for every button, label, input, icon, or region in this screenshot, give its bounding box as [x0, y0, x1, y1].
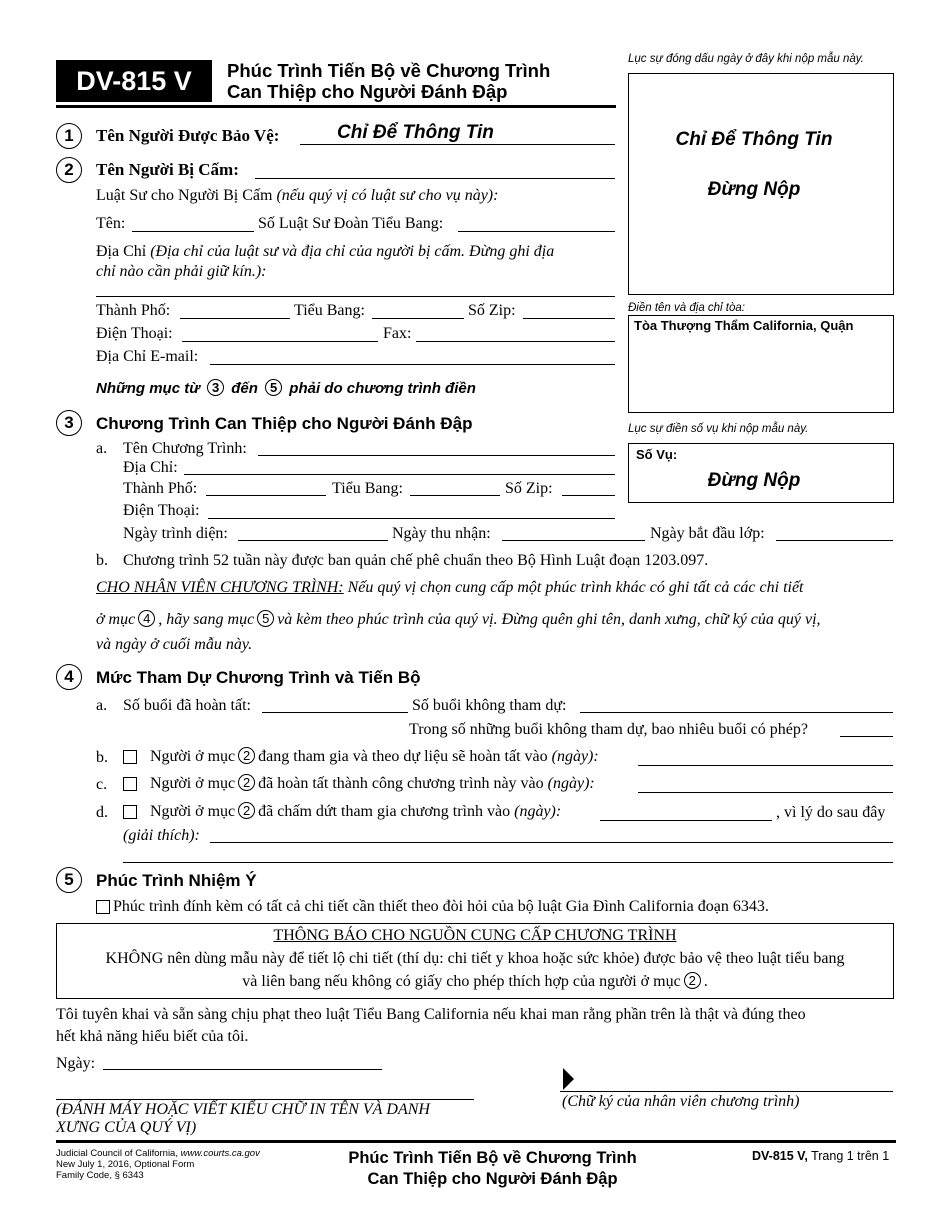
missed-sessions-label: Số buổi không tham dự: [412, 697, 567, 714]
footer-rule [56, 1140, 896, 1143]
form-id-badge [56, 60, 212, 102]
phone-label: Điện Thoại: [96, 325, 173, 342]
item-3-number: 3 [56, 410, 82, 436]
protected-person-value: Chỉ Để Thông Tin [337, 122, 494, 143]
address-note-line2: chỉ nào cần phải giữ kín.): [96, 263, 267, 280]
program-state-label: Tiểu Bang: [332, 480, 403, 497]
declaration-line2: hết khả năng hiểu biết của tôi. [56, 1028, 249, 1045]
explain-label: (giải thích): [123, 827, 200, 844]
program-address-field[interactable] [184, 458, 615, 475]
printed-name-caption [56, 1101, 430, 1137]
section4-b: b. [96, 749, 108, 766]
staff-num-a: 4 [138, 610, 155, 627]
terminated-date-field[interactable] [600, 804, 772, 821]
program-name-field[interactable] [258, 439, 615, 456]
completed-date-label: (ngày): [547, 775, 595, 792]
case-label: Lục sự điền số vụ khi nộp mẫu này. [628, 423, 809, 435]
program-note-num-b: 5 [265, 379, 282, 396]
program-note-num-a: 3 [207, 379, 224, 396]
restrained-person-label: Tên Người Bị Cấm: [96, 160, 239, 179]
form-title-line2: Can Thiệp cho Người Đánh Đập [227, 81, 508, 102]
staff-text2c: và kèm theo phúc trình của quý vị. Đừng quên ghi tên, danh xưng, chữ ký của quý vị, [277, 611, 821, 628]
completed-sessions-field[interactable] [262, 696, 408, 713]
terminated-date-label: (ngày): [514, 803, 562, 820]
form-title-line1: Phúc Trình Tiến Bộ về Chương Trình [227, 60, 551, 81]
printed-name-field[interactable] [56, 1083, 474, 1100]
program-name-label: Tên Chương Trình: [123, 440, 247, 457]
appear-date-field[interactable] [238, 524, 388, 541]
terminated-text [150, 802, 561, 821]
excused-sessions-field[interactable] [840, 720, 893, 737]
footer-code: Family Code, § 6343 [56, 1170, 144, 1181]
address-label: Địa Chỉ [96, 243, 147, 260]
court-value: Tòa Thượng Thẩm California, Quận [634, 318, 854, 333]
date-label: Ngày: [56, 1055, 96, 1072]
program-state-field[interactable] [410, 479, 500, 496]
staff-note-line1 [96, 579, 804, 597]
lawyer-name-field[interactable] [132, 215, 254, 232]
program-address-label: Địa Chỉ: [123, 459, 178, 476]
notice-line2 [56, 972, 894, 991]
footer-form-id: DV-815 V, [752, 1149, 808, 1163]
item-5-number: 5 [56, 867, 82, 893]
footer-title [300, 1148, 685, 1190]
section5-title: Phúc Trình Nhiệm Ý [96, 871, 257, 890]
stamp-label: Lục sự đóng dấu ngày ở đây khi nộp mẫu này. [628, 53, 864, 65]
enrolled-date-label: (ngày): [551, 748, 599, 765]
footer-left [56, 1148, 260, 1181]
notice-line1: KHÔNG nên dùng mẫu này để tiết lộ chi tiết (thí dụ: chi tiết y khoa hoặc sức khỏe) được bảo vệ theo luật tiểu bang [105, 950, 845, 967]
footer-url[interactable]: www.courts.ca.gov [180, 1148, 260, 1159]
program-phone-field[interactable] [208, 502, 615, 519]
case-do-not-file: Đừng Nộp [707, 470, 801, 491]
state-field[interactable] [372, 302, 464, 319]
program-city-label: Thành Phố: [123, 480, 198, 497]
program-phone-label: Điện Thoại: [123, 502, 200, 519]
signature-caption: (Chữ ký của nhân viên chương trình) [562, 1093, 800, 1110]
terminated-pre: Người ở mục [150, 803, 236, 820]
enrolled-num: 2 [238, 747, 255, 764]
phone-field[interactable] [182, 325, 378, 342]
court-label: Điền tên và địa chỉ tòa: [628, 302, 745, 314]
program-note-post: phải do chương trình điền [289, 380, 476, 397]
class-start-label: Ngày bắt đầu lớp: [650, 525, 765, 542]
state-label: Tiểu Bang: [294, 302, 365, 319]
stamp-do-not-file: Đừng Nộp [707, 179, 801, 200]
staff-num-b: 5 [257, 610, 274, 627]
printed-name-line1: (ĐÁNH MÁY HOẶC VIẾT KIỂU CHỮ IN TÊN VÀ DANH [56, 1101, 430, 1118]
explain-field-1[interactable] [210, 826, 893, 843]
fax-label: Fax: [383, 325, 412, 342]
intake-date-field[interactable] [502, 524, 645, 541]
declaration-text [56, 1004, 806, 1048]
footer-page-count: Trang 1 trên 1 [811, 1149, 890, 1163]
zip-field[interactable] [523, 302, 615, 319]
bar-number-label: Số Luật Sư Đoàn Tiểu Bang: [258, 215, 444, 232]
section4-c: c. [96, 776, 108, 793]
footer-title-line1: Phúc Trình Tiến Bộ về Chương Trình [348, 1149, 637, 1167]
section3-b-text: Chương trình 52 tuần này được ban quản chế phê chuẩn theo Bộ Hình Luật đoạn 1203.097. [123, 552, 709, 569]
completed-num: 2 [238, 774, 255, 791]
program-zip-field[interactable] [562, 479, 615, 496]
case-number-label: Số Vụ: [636, 447, 678, 462]
excused-sessions-label: Trong số những buổi không tham dự, bao nhiêu buổi có phép? [409, 721, 808, 738]
terminated-reason-label: , vì lý do sau đây [776, 804, 886, 821]
terminated-num: 2 [238, 802, 255, 819]
completed-post: đã hoàn tất thành công chương trình này vào [258, 775, 544, 792]
notice-heading: THÔNG BÁO CHO NGUỒN CUNG CẤP CHƯƠNG TRÌNH [273, 927, 677, 944]
city-field[interactable] [180, 302, 290, 319]
email-field[interactable] [210, 348, 615, 365]
enrolled-post: đang tham gia và theo dự liệu sẽ hoàn tất vào [258, 748, 548, 765]
program-zip-label: Số Zip: [505, 480, 553, 497]
section4-a: a. [96, 697, 108, 714]
item-2-number: 2 [56, 157, 82, 183]
terminated-checkbox[interactable] [123, 805, 137, 819]
staff-note-line2 [96, 610, 821, 629]
enrolled-checkbox[interactable] [123, 750, 137, 764]
restrained-person-field[interactable] [255, 162, 615, 179]
lawyer-label: Luật Sư cho Người Bị Cấm [96, 187, 273, 204]
staff-text2a: ở mục [96, 611, 136, 628]
section4-d: d. [96, 804, 108, 821]
completed-checkbox[interactable] [123, 777, 137, 791]
staff-text3: và ngày ở cuối mẫu này. [96, 636, 253, 653]
section3-a: a. [96, 440, 108, 457]
program-city-field[interactable] [206, 479, 326, 496]
section3-title: Chương Trình Can Thiệp cho Người Đánh Đập [96, 414, 473, 433]
bar-number-field[interactable] [458, 215, 615, 232]
form-id: DV-815 V [76, 65, 192, 96]
lawyer-line [96, 187, 498, 205]
completed-date-field[interactable] [638, 776, 893, 793]
email-label: Địa Chỉ E-mail: [96, 348, 199, 365]
section4-title: Mức Tham Dự Chương Trình và Tiến Bộ [96, 668, 421, 687]
address-note [96, 242, 616, 282]
header-rule [56, 105, 616, 108]
form-title [227, 60, 550, 102]
footer-date: New July 1, 2016, Optional Form [56, 1159, 195, 1170]
staff-text1: Nếu quý vị chọn cung cấp một phúc trình khác có ghi tất cả các chi tiết [347, 579, 804, 596]
address-field[interactable] [96, 280, 615, 297]
date-field[interactable] [103, 1053, 382, 1070]
notice-line2-num: 2 [684, 972, 701, 989]
explain-field-2[interactable] [123, 846, 893, 863]
address-note-line1: (Địa chỉ của luật sư và địa chỉ của người bị cấm. Đừng ghi địa [150, 243, 555, 260]
signature-field[interactable] [560, 1075, 893, 1092]
enrolled-text [150, 747, 599, 766]
item-1-number: 1 [56, 123, 82, 149]
appear-date-label: Ngày trình diện: [123, 525, 228, 542]
protected-person-label: Tên Người Được Bảo Vệ: [96, 126, 280, 145]
zip-label: Số Zip: [468, 302, 516, 319]
enrolled-pre: Người ở mục [150, 748, 236, 765]
completed-pre: Người ở mục [150, 775, 236, 792]
printed-name-line2: XƯNG CỦA QUÝ VỊ) [56, 1119, 197, 1136]
notice-line2-pre: và liên bang nếu không có giấy cho phép thích hợp của người ở mục [242, 973, 681, 990]
program-fill-note [96, 379, 476, 397]
fax-field[interactable] [416, 325, 615, 342]
class-start-field[interactable] [776, 524, 893, 541]
completed-sessions-label: Số buổi đã hoàn tất: [123, 697, 251, 714]
staff-text2b: , hãy sang mục [158, 611, 255, 628]
footer-page [752, 1149, 889, 1163]
footer-council: Judicial Council of California, [56, 1148, 178, 1159]
attached-report-checkbox[interactable] [96, 900, 110, 914]
footer-title-line2: Can Thiệp cho Người Đánh Đập [367, 1170, 618, 1188]
declaration-line1: Tôi tuyên khai và sẵn sàng chịu phạt theo luật Tiểu Bang California nếu khai man rằng phần trên là thật và đúng theo [56, 1006, 806, 1023]
attached-report-text: Phúc trình đính kèm có tất cả chi tiết cần thiết theo đòi hỏi của bộ luật Gia Đình California đoạn 6343. [113, 898, 769, 915]
program-note-mid: đến [231, 380, 258, 397]
lawyer-note: (nếu quý vị có luật sư cho vụ này): [276, 187, 499, 204]
item-4-number: 4 [56, 664, 82, 690]
lawyer-name-label: Tên: [96, 215, 126, 232]
program-note-pre: Những mục từ [96, 380, 200, 397]
section3-b: b. [96, 552, 108, 569]
stamp-info-text: Chỉ Để Thông Tin [675, 129, 833, 150]
city-label: Thành Phố: [96, 302, 171, 319]
staff-heading: CHO NHÂN VIÊN CHƯƠNG TRÌNH: [96, 579, 344, 596]
notice-line2-post: . [703, 973, 708, 990]
missed-sessions-field[interactable] [580, 696, 893, 713]
terminated-post: đã chấm dứt tham gia chương trình vào [258, 803, 511, 820]
intake-date-label: Ngày thu nhận: [392, 525, 491, 542]
enrolled-date-field[interactable] [638, 749, 893, 766]
completed-text [150, 774, 595, 793]
